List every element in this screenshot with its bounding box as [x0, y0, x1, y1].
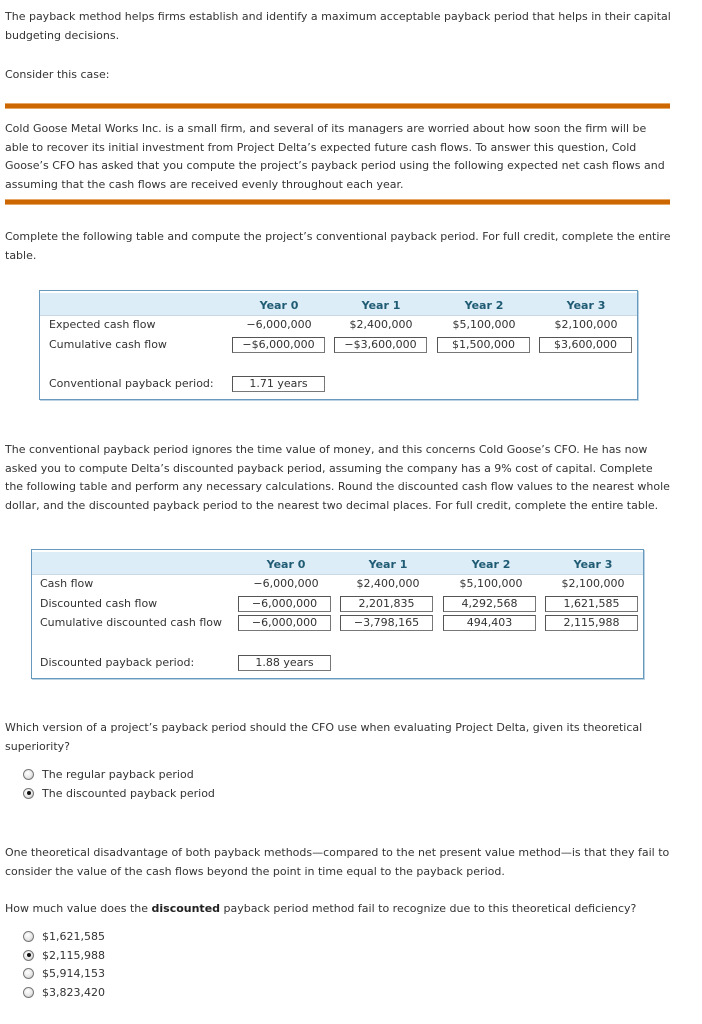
- option-label: The discounted payback period: [42, 786, 215, 800]
- option-answer-2[interactable]: [23, 946, 105, 964]
- intro-paragraph: The payback method helps firms establish and identify a maximum acceptable payback period that helps in their capital budgeting decisions.: [5, 10, 671, 42]
- discounted-cash-flow-input-year-3[interactable]: 1,621,585: [545, 596, 638, 612]
- column-header: Year 3: [566, 299, 606, 312]
- column-header: Year 0: [259, 299, 299, 312]
- row-label: Cumulative cash flow: [49, 338, 167, 351]
- column-header: Year 2: [464, 299, 504, 312]
- column-header: Year 3: [573, 558, 613, 571]
- discounted-instructions: The conventional payback period ignores the time value of money, and this concerns Cold Goose’s CFO. He has now asked you to compute Delta’s discounted payback period, assuming the company has a 9% cost of capital. Complete the following table and perform any necessary calculations. Round the discounted cash flow values to the nearest whole dollar, and the discounted payback period to the nearest two decimal places. For full credit, complete the entire table.: [5, 443, 670, 512]
- radio-button-icon[interactable]: [23, 931, 34, 942]
- consider-label: Consider this case:: [5, 68, 110, 81]
- discounted-payback-label: Discounted payback period:: [40, 656, 195, 669]
- row-label: Cash flow: [40, 577, 94, 590]
- option-label: $1,621,585: [42, 929, 105, 943]
- question2-text-after: payback period method fail to recognize due to this theoretical deficiency?: [220, 902, 637, 915]
- cell-value: $2,400,000: [356, 577, 420, 590]
- cell-value: $5,100,000: [459, 577, 523, 590]
- discounted-payback-table: [31, 549, 644, 679]
- cumulative-cash-flow-input-year-1[interactable]: −$3,600,000: [334, 337, 427, 353]
- question2-preamble: One theoretical disadvantage of both payback methods—compared to the net present value method—is that they fail to consider the value of the cash flows beyond the point in time equal to the payback period.: [5, 846, 670, 878]
- case-top-rule: [5, 103, 670, 109]
- cell-value: $2,100,000: [561, 577, 625, 590]
- discounted-payback-input[interactable]: 1.88 years: [238, 655, 331, 671]
- option-answer-4[interactable]: [23, 983, 105, 1001]
- radio-button-selected-icon[interactable]: [23, 788, 34, 799]
- option-discounted-payback[interactable]: [23, 784, 215, 802]
- cell-value: $5,100,000: [452, 318, 516, 331]
- question2-emphasis: discounted: [151, 902, 221, 915]
- cumulative-discounted-input-year-3[interactable]: 2,115,988: [545, 615, 638, 631]
- radio-button-icon[interactable]: [23, 968, 34, 979]
- option-answer-1[interactable]: [23, 927, 105, 945]
- table-header: [40, 293, 637, 316]
- discounted-cash-flow-input-year-1[interactable]: 2,201,835: [340, 596, 433, 612]
- column-header: Year 1: [361, 299, 401, 312]
- conventional-payback-input[interactable]: 1.71 years: [232, 376, 325, 392]
- option-label: The regular payback period: [42, 767, 194, 781]
- column-header: Year 0: [266, 558, 306, 571]
- radio-button-icon[interactable]: [23, 769, 34, 780]
- cumulative-discounted-input-year-2[interactable]: 494,403: [443, 615, 536, 631]
- conventional-payback-table: [39, 290, 638, 400]
- conventional-payback-label: Conventional payback period:: [49, 377, 214, 390]
- question2-text: [5, 900, 675, 919]
- cumulative-cash-flow-input-year-3[interactable]: $3,600,000: [539, 337, 632, 353]
- row-label: Cumulative discounted cash flow: [40, 616, 222, 629]
- cumulative-cash-flow-input-year-2[interactable]: $1,500,000: [437, 337, 530, 353]
- option-regular-payback[interactable]: [23, 765, 194, 783]
- column-header: Year 2: [471, 558, 511, 571]
- cumulative-cash-flow-input-year-0[interactable]: −$6,000,000: [232, 337, 325, 353]
- cell-value: −6,000,000: [246, 318, 312, 331]
- cell-value: −6,000,000: [253, 577, 319, 590]
- cumulative-discounted-input-year-1[interactable]: −3,798,165: [340, 615, 433, 631]
- conventional-instructions: Complete the following table and compute the project’s conventional payback period. For full credit, complete the entire table.: [5, 230, 671, 262]
- row-label: Discounted cash flow: [40, 597, 158, 610]
- case-text: Cold Goose Metal Works Inc. is a small firm, and several of its managers are worried about how soon the firm will be able to recover its initial investment from Project Delta’s expected future cash flows. To answer this question, Cold Goose’s CFO has asked that you compute the project’s payback period using the following expected net cash flows and assuming that the cash flows are received evenly throughout each year.: [5, 122, 665, 191]
- table-header: [32, 552, 643, 575]
- row-label: Expected cash flow: [49, 318, 156, 331]
- option-answer-3[interactable]: [23, 964, 105, 982]
- discounted-cash-flow-input-year-2[interactable]: 4,292,568: [443, 596, 536, 612]
- option-label: $2,115,988: [42, 948, 105, 962]
- cell-value: $2,400,000: [349, 318, 413, 331]
- question1-text: Which version of a project’s payback period should the CFO use when evaluating Project Delta, given its theoretical superiority?: [5, 721, 643, 753]
- case-bottom-rule: [5, 199, 670, 205]
- question2-text-before: How much value does the: [5, 902, 152, 915]
- column-header: Year 1: [368, 558, 408, 571]
- cell-value: $2,100,000: [554, 318, 618, 331]
- option-label: $5,914,153: [42, 966, 105, 980]
- radio-button-icon[interactable]: [23, 987, 34, 998]
- radio-button-selected-icon[interactable]: [23, 950, 34, 961]
- discounted-cash-flow-input-year-0[interactable]: −6,000,000: [238, 596, 331, 612]
- option-label: $3,823,420: [42, 985, 105, 999]
- cumulative-discounted-input-year-0[interactable]: −6,000,000: [238, 615, 331, 631]
